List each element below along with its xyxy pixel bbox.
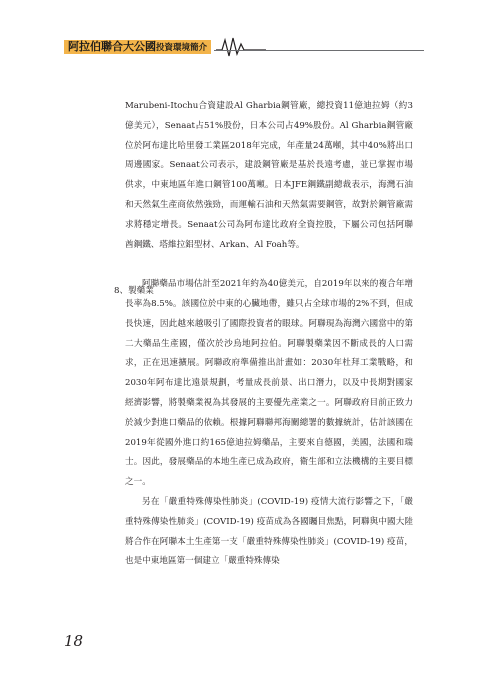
body-text	[125, 97, 413, 572]
page-number: 18	[64, 632, 84, 650]
header-title-main: 阿拉伯聯合大公國	[68, 40, 156, 53]
heartbeat-wave-icon	[216, 36, 266, 58]
paragraph-pharma-market: 阿聯藥品市場估計至2021年約為40億美元，自2019年以來的複合年增長率為8.5%。該國位於中東的心臟地帶，雖只占全球市場的2%不到，但成長快速，因此越來越吸引了國際投資者的眼球。阿聯現為海灣六國當中的第二大藥品生產國，僅次於沙烏地阿拉伯。阿聯製藥業因不斷成長的人口需求，正在迅速擴展。阿聯政府準備推出計畫如：2030年杜拜工業戰略，和2030年阿布達比遠景規劃，考量成長前景、出口潛力，以及中長期對國家經濟影響，將製藥業視為其發展的主要優先產業之一。阿聯政府目前正致力於減少對進口藥品的依賴。根據阿聯聯邦海關總署的數據統計，估計該國在2019年從國外進口約165億迪拉姆藥品，主要來自德國，美國，法國和瑞士。因此，發展藥品的本地生產已成為政府，衛生部和立法機構的主要目標之一。	[125, 279, 413, 488]
header-title-sub: 投資環境簡介	[156, 43, 208, 53]
paragraph-steel-pipe: Marubeni-Itochu合資建設Al Gharbia鋼管廠，總投資11億迪拉姆（約3億美元），Senaat占51%股份，日本公司占49%股份。Al Gharbia鋼管廠位於阿布達比哈里發工業區2018年完成，年產量24萬噸，其中40%將出口周邊國家。Senaat公司表示，建設鋼管廠是基於長遠考慮，並已掌握市場供求，中東地區年進口鋼管100萬噸。日本JFE鋼鐵副總裁表示，海灣石油和天然氣生產商依然強勁，而運輸石油和天然氣需要鋼管，故對於鋼管廠需求將穩定增長。Senaat公司為阿布達比政府全資控股，下屬公司包括阿聯酋鋼鐵、塔維拉鋁型材、Arkan、Al Foah等。	[125, 101, 413, 250]
page-header	[0, 0, 480, 62]
header-divider	[214, 50, 424, 51]
section-heading: 8、製藥業	[114, 286, 154, 296]
paragraph-covid-vaccine: 另在「嚴重特殊傳染性肺炎」(COVID-19) 疫情大流行影響之下，「嚴重特殊傳染性肺炎」(COVID-19) 疫苗成為各國矚目焦點，阿聯與中國大陸將合作在阿聯本土生產第一支「嚴重特殊傳染性肺炎」(COVID-19) 疫苗，也是中東地區第一個建立「嚴重特殊傳染	[125, 496, 413, 567]
header-title-banner	[64, 40, 211, 54]
